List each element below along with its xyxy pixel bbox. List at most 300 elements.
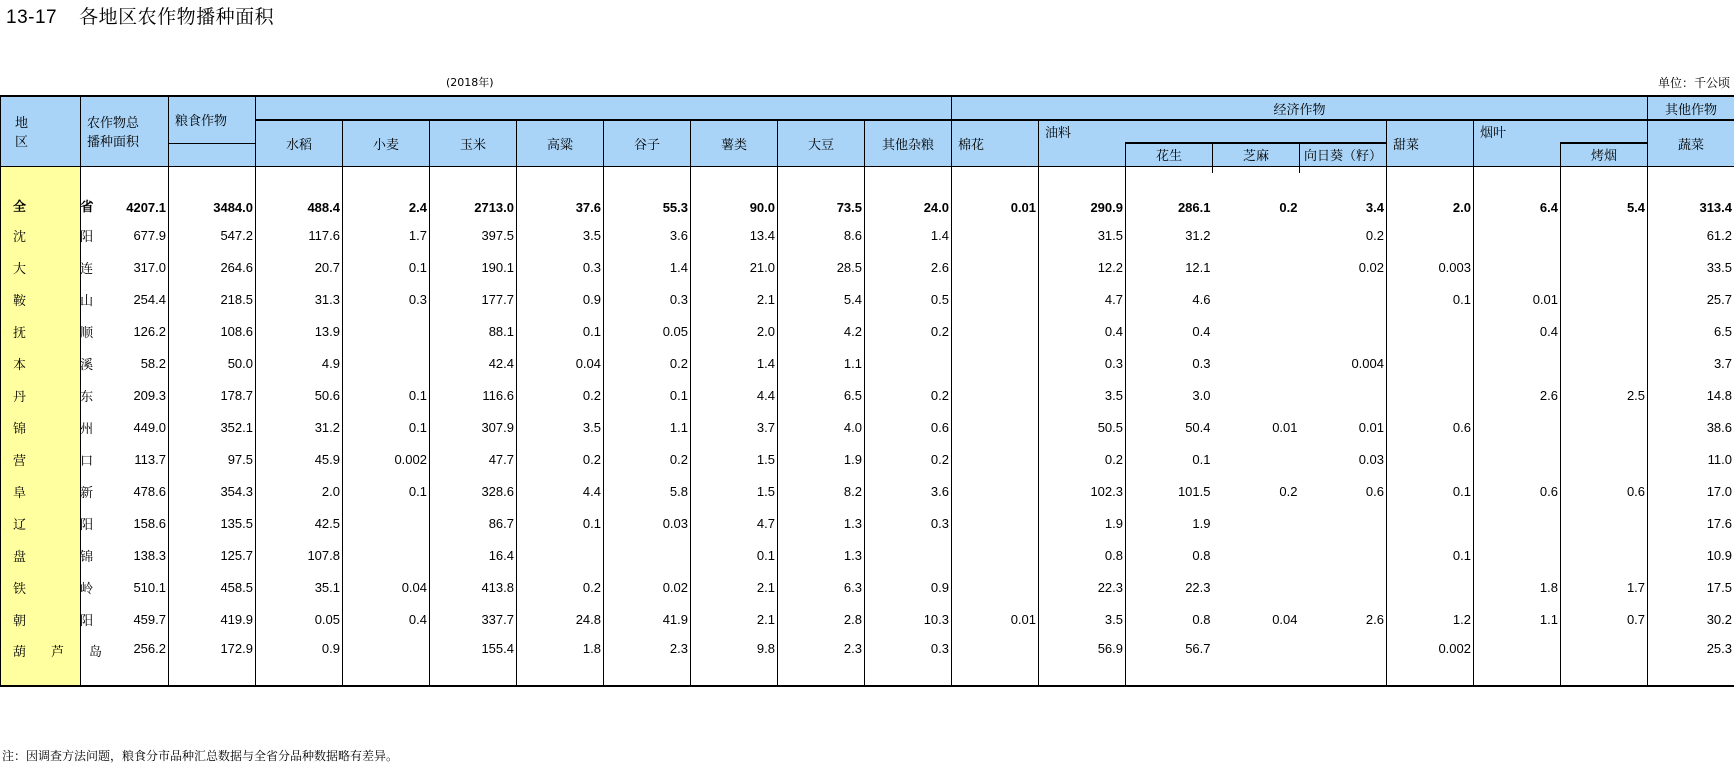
peanut-cell: 50.4 — [1185, 420, 1211, 435]
corn-cell: 88.1 — [430, 316, 517, 348]
sorghum-cell: 3.5 — [517, 412, 604, 444]
wheat-cell: 0.002 — [343, 444, 430, 476]
sugarbeet-cell: 0.1 — [1387, 540, 1474, 572]
vegetables-cell: 38.6 — [1648, 412, 1734, 444]
other-grain-cell — [865, 348, 952, 380]
rice-cell: 42.5 — [256, 508, 343, 540]
sunflower-cell: 3.4 — [1365, 199, 1384, 215]
peanut-cell: 0.3 — [1192, 356, 1211, 371]
header-sugarbeet: 甜菜 — [1387, 120, 1474, 166]
header-other-crops: 其他作物 — [1648, 96, 1734, 120]
header-tobacco-blank — [1474, 143, 1561, 166]
cotton-cell — [952, 444, 1039, 476]
rice-cell: 31.2 — [256, 412, 343, 444]
sorghum-cell: 0.2 — [517, 380, 604, 412]
region-cell: 鞍 山 — [1, 284, 81, 316]
crop-area-table — [0, 95, 1734, 687]
sunflower-cell: 0.03 — [1358, 452, 1384, 467]
vegetables-cell: 30.2 — [1648, 604, 1734, 636]
tubers-cell: 2.0 — [691, 316, 778, 348]
total-cell: 126.2 — [81, 316, 169, 348]
sugarbeet-cell — [1387, 508, 1474, 540]
vegetables-cell: 3.7 — [1648, 348, 1734, 380]
header-sesame: 芝麻 — [1213, 143, 1300, 166]
tobacco-cell: 0.4 — [1474, 316, 1561, 348]
total-cell: 677.9 — [81, 220, 169, 252]
sunflower-cell — [1300, 508, 1387, 540]
oil-cell: 50.5 — [1039, 412, 1126, 444]
sesame-cell — [1213, 572, 1300, 604]
oil-cell: 0.3 — [1039, 348, 1126, 380]
sesame-cell — [1213, 444, 1300, 476]
total-cell: 478.6 — [81, 476, 169, 508]
wheat-cell: 0.1 — [343, 412, 430, 444]
region-cell: 营 口 — [1, 444, 81, 476]
corn-cell: 413.8 — [430, 572, 517, 604]
sunflower-cell: 0.2 — [1365, 228, 1384, 243]
total-cell: 459.7 — [81, 604, 169, 636]
oil-cell: 0.8 — [1039, 540, 1126, 572]
oil-cell: 0.4 — [1039, 316, 1126, 348]
millet-cell — [604, 540, 691, 572]
region-cell: 锦 州 — [1, 412, 81, 444]
flue-tobacco-cell — [1561, 348, 1648, 380]
corn-cell: 397.5 — [430, 220, 517, 252]
sugarbeet-cell — [1387, 316, 1474, 348]
table-body — [1, 166, 1734, 686]
header-flue-tobacco: 烤烟 — [1561, 143, 1648, 166]
total-cell: 158.6 — [81, 508, 169, 540]
table-row — [1, 252, 1734, 284]
millet-cell: 55.3 — [604, 173, 691, 220]
sesame-cell — [1213, 348, 1300, 380]
sunflower-cell — [1300, 316, 1387, 348]
other-grain-cell: 1.4 — [865, 220, 952, 252]
grain-cell: 135.5 — [169, 508, 256, 540]
vegetables-cell: 17.6 — [1648, 508, 1734, 540]
region-cell: 丹 东 — [1, 380, 81, 412]
tubers-cell: 13.4 — [691, 220, 778, 252]
vegetables-cell: 6.5 — [1648, 316, 1734, 348]
oil-cell: 0.2 — [1039, 444, 1126, 476]
sugarbeet-cell — [1387, 348, 1474, 380]
total-cell: 209.3 — [81, 380, 169, 412]
vegetables-cell: 25.7 — [1648, 284, 1734, 316]
corn-cell: 190.1 — [430, 252, 517, 284]
sorghum-cell: 0.3 — [517, 252, 604, 284]
other-grain-cell: 0.2 — [865, 444, 952, 476]
table-row — [1, 636, 1734, 686]
flue-tobacco-cell — [1561, 284, 1648, 316]
grain-cell: 125.7 — [169, 540, 256, 572]
soybean-cell: 2.8 — [778, 604, 865, 636]
grain-cell: 419.9 — [169, 604, 256, 636]
millet-cell: 0.2 — [604, 444, 691, 476]
tobacco-cell: 1.8 — [1474, 572, 1561, 604]
peanut-cell: 12.1 — [1185, 260, 1211, 275]
sesame-cell — [1213, 220, 1300, 252]
other-grain-cell: 0.9 — [865, 572, 952, 604]
tobacco-cell — [1474, 348, 1561, 380]
header-corn: 玉米 — [430, 120, 517, 166]
sugarbeet-cell — [1387, 572, 1474, 604]
wheat-cell: 0.4 — [343, 604, 430, 636]
vegetables-cell: 11.0 — [1648, 444, 1734, 476]
sunflower-cell: 2.6 — [1365, 612, 1384, 627]
peanut-cell: 31.2 — [1185, 228, 1211, 243]
header-total-line2: 播种面积 — [87, 135, 140, 151]
sugarbeet-cell: 0.1 — [1387, 476, 1474, 508]
sunflower-cell: 0.004 — [1351, 356, 1384, 371]
sesame-cell — [1213, 316, 1300, 348]
peanut-cell: 3.0 — [1192, 388, 1211, 403]
tubers-cell: 2.1 — [691, 604, 778, 636]
sorghum-cell: 0.9 — [517, 284, 604, 316]
flue-tobacco-cell — [1561, 412, 1648, 444]
table-row — [1, 540, 1734, 572]
soybean-cell: 8.2 — [778, 476, 865, 508]
cotton-cell — [952, 476, 1039, 508]
soybean-cell: 1.3 — [778, 508, 865, 540]
wheat-cell — [343, 348, 430, 380]
flue-tobacco-cell: 2.5 — [1626, 388, 1646, 403]
millet-cell: 0.05 — [604, 316, 691, 348]
cotton-cell — [952, 412, 1039, 444]
header-rice: 水稻 — [256, 120, 343, 166]
tobacco-cell — [1474, 508, 1561, 540]
grain-cell: 97.5 — [169, 444, 256, 476]
corn-cell: 307.9 — [430, 412, 517, 444]
millet-cell: 2.3 — [604, 636, 691, 686]
table-row — [1, 412, 1734, 444]
rice-cell: 31.3 — [256, 284, 343, 316]
grain-cell: 3484.0 — [169, 173, 256, 220]
sesame-cell — [1213, 636, 1300, 686]
sorghum-cell: 0.1 — [517, 316, 604, 348]
sorghum-cell: 0.1 — [517, 508, 604, 540]
tubers-cell: 2.1 — [691, 284, 778, 316]
region-cell: 抚 顺 — [1, 316, 81, 348]
vegetables-cell: 14.8 — [1648, 380, 1734, 412]
vegetables-cell: 10.9 — [1648, 540, 1734, 572]
region-cell: 全 省 — [1, 173, 81, 220]
sesame-cell — [1213, 252, 1300, 284]
header-vegetables: 蔬菜 — [1648, 120, 1734, 166]
region-cell: 本 溪 — [1, 348, 81, 380]
flue-tobacco-cell — [1561, 540, 1648, 572]
soybean-cell: 1.9 — [778, 444, 865, 476]
cotton-cell — [952, 636, 1039, 686]
header-oil-blank — [1039, 143, 1126, 166]
sorghum-cell: 3.5 — [517, 220, 604, 252]
total-cell: 4207.1 — [81, 173, 169, 220]
soybean-cell: 8.6 — [778, 220, 865, 252]
soybean-cell: 6.5 — [778, 380, 865, 412]
sorghum-cell: 0.04 — [517, 348, 604, 380]
sesame-cell — [1213, 380, 1300, 412]
flue-tobacco-cell — [1561, 636, 1648, 686]
header-tobacco: 烟叶 — [1474, 120, 1648, 143]
corn-cell: 328.6 — [430, 476, 517, 508]
millet-cell: 1.4 — [604, 252, 691, 284]
wheat-cell: 0.1 — [343, 252, 430, 284]
soybean-cell: 5.4 — [778, 284, 865, 316]
tobacco-cell: 0.01 — [1474, 284, 1561, 316]
peanut-cell: 1.9 — [1192, 516, 1211, 531]
footnote: 注：因调查方法问题，粮食分市品种汇总数据与全省分品种数据略有差异。 — [2, 749, 399, 763]
rice-cell: 0.05 — [256, 604, 343, 636]
total-cell: 58.2 — [81, 348, 169, 380]
unit-label: 单位：千公顷 — [1657, 76, 1730, 90]
sesame-cell: 0.01 — [1272, 420, 1298, 435]
header-soybean: 大豆 — [778, 120, 865, 166]
tobacco-cell — [1474, 412, 1561, 444]
sugarbeet-cell: 2.0 — [1387, 173, 1474, 220]
other-grain-cell — [865, 540, 952, 572]
header-millet: 谷子 — [604, 120, 691, 166]
sorghum-cell — [517, 540, 604, 572]
wheat-cell: 2.4 — [343, 173, 430, 220]
table-row — [1, 572, 1734, 604]
oil-cell: 31.5 — [1039, 220, 1126, 252]
tobacco-cell: 1.1 — [1474, 604, 1561, 636]
region-cell: 沈 阳 — [1, 220, 81, 252]
flue-tobacco-cell — [1561, 508, 1648, 540]
rice-cell: 35.1 — [256, 572, 343, 604]
corn-cell: 16.4 — [430, 540, 517, 572]
vegetables-cell: 17.5 — [1648, 572, 1734, 604]
tubers-cell: 4.4 — [691, 380, 778, 412]
millet-cell: 0.1 — [604, 380, 691, 412]
cotton-cell — [952, 380, 1039, 412]
sunflower-cell — [1300, 540, 1387, 572]
sugarbeet-cell — [1387, 220, 1474, 252]
table-row — [1, 220, 1734, 252]
total-cell: 138.3 — [81, 540, 169, 572]
table-title — [6, 2, 274, 29]
flue-tobacco-cell — [1561, 220, 1648, 252]
sesame-cell: 0.2 — [1279, 484, 1298, 499]
table-row — [1, 380, 1734, 412]
rice-cell: 13.9 — [256, 316, 343, 348]
flue-tobacco-cell: 1.7 — [1626, 580, 1646, 595]
tubers-cell: 90.0 — [691, 173, 778, 220]
table-number: 13-17 — [6, 7, 58, 28]
cotton-cell — [952, 508, 1039, 540]
millet-cell: 0.02 — [604, 572, 691, 604]
sugarbeet-cell: 0.002 — [1387, 636, 1474, 686]
grain-cell: 218.5 — [169, 284, 256, 316]
header-region: 地 区 — [1, 96, 81, 166]
soybean-cell: 1.1 — [778, 348, 865, 380]
corn-cell: 337.7 — [430, 604, 517, 636]
millet-cell: 41.9 — [604, 604, 691, 636]
peanut-cell: 4.6 — [1192, 292, 1211, 307]
sorghum-cell: 24.8 — [517, 604, 604, 636]
tubers-cell: 3.7 — [691, 412, 778, 444]
vegetables-cell: 17.0 — [1648, 476, 1734, 508]
grain-cell: 172.9 — [169, 636, 256, 686]
vegetables-cell: 33.5 — [1648, 252, 1734, 284]
tobacco-cell: 2.6 — [1474, 380, 1561, 412]
peanut-cell: 0.1 — [1192, 452, 1211, 467]
peanut-cell: 286.1 — [1177, 199, 1211, 215]
vegetables-cell: 25.3 — [1648, 636, 1734, 686]
grain-cell: 50.0 — [169, 348, 256, 380]
sugarbeet-cell: 0.003 — [1387, 252, 1474, 284]
sugarbeet-cell — [1387, 380, 1474, 412]
other-grain-cell: 0.3 — [865, 508, 952, 540]
other-grain-cell: 24.0 — [865, 173, 952, 220]
wheat-cell — [343, 316, 430, 348]
rice-cell: 50.6 — [256, 380, 343, 412]
header-total — [81, 96, 169, 166]
oil-cell: 12.2 — [1039, 252, 1126, 284]
wheat-cell: 0.1 — [343, 380, 430, 412]
millet-cell: 0.03 — [604, 508, 691, 540]
header-economic: 经济作物 — [952, 96, 1648, 120]
tobacco-cell — [1474, 444, 1561, 476]
tubers-cell: 9.8 — [691, 636, 778, 686]
oil-cell: 102.3 — [1039, 476, 1126, 508]
rice-cell: 4.9 — [256, 348, 343, 380]
grain-cell: 547.2 — [169, 220, 256, 252]
other-grain-cell: 0.6 — [865, 412, 952, 444]
soybean-cell: 4.0 — [778, 412, 865, 444]
other-grain-cell: 0.5 — [865, 284, 952, 316]
sorghum-cell: 0.2 — [517, 444, 604, 476]
tobacco-cell — [1474, 540, 1561, 572]
total-cell: 113.7 — [81, 444, 169, 476]
wheat-cell: 0.3 — [343, 284, 430, 316]
oil-cell: 4.7 — [1039, 284, 1126, 316]
sorghum-cell: 37.6 — [517, 173, 604, 220]
region-cell: 朝 阳 — [1, 604, 81, 636]
oil-cell: 3.5 — [1039, 380, 1126, 412]
grain-cell: 108.6 — [169, 316, 256, 348]
region-cell: 阜 新 — [1, 476, 81, 508]
tubers-cell: 1.4 — [691, 348, 778, 380]
corn-cell: 116.6 — [430, 380, 517, 412]
tobacco-cell: 0.6 — [1474, 476, 1561, 508]
total-cell: 317.0 — [81, 252, 169, 284]
corn-cell: 86.7 — [430, 508, 517, 540]
table-row — [1, 444, 1734, 476]
soybean-cell: 6.3 — [778, 572, 865, 604]
soybean-cell: 2.3 — [778, 636, 865, 686]
region-cell: 铁 岭 — [1, 572, 81, 604]
header-sorghum: 高粱 — [517, 120, 604, 166]
grain-cell: 354.3 — [169, 476, 256, 508]
other-grain-cell: 0.2 — [865, 380, 952, 412]
cotton-cell: 0.01 — [952, 604, 1039, 636]
tobacco-cell — [1474, 636, 1561, 686]
header-grain: 粮食作物 — [169, 96, 256, 143]
rice-cell: 107.8 — [256, 540, 343, 572]
peanut-cell: 56.7 — [1126, 636, 1213, 686]
sesame-cell: 0.04 — [1272, 612, 1298, 627]
sugarbeet-cell: 0.1 — [1387, 284, 1474, 316]
corn-cell: 177.7 — [430, 284, 517, 316]
oil-cell: 290.9 — [1039, 173, 1126, 220]
total-cell: 256.2 — [81, 636, 169, 686]
table-row — [1, 348, 1734, 380]
header-peanut: 花生 — [1126, 143, 1213, 166]
header-grain-bottom — [169, 143, 256, 166]
other-grain-cell: 2.6 — [865, 252, 952, 284]
table-row — [1, 508, 1734, 540]
flue-tobacco-cell — [1561, 252, 1648, 284]
cotton-cell — [952, 316, 1039, 348]
oil-cell: 56.9 — [1039, 636, 1126, 686]
table-title-text: 各地区农作物播种面积 — [79, 6, 275, 28]
region-cell: 盘 锦 — [1, 540, 81, 572]
sunflower-cell: 0.02 — [1358, 260, 1384, 275]
tubers-cell: 0.1 — [691, 540, 778, 572]
tubers-cell: 4.7 — [691, 508, 778, 540]
sesame-cell — [1213, 508, 1300, 540]
grain-cell: 352.1 — [169, 412, 256, 444]
tubers-cell: 1.5 — [691, 476, 778, 508]
tubers-cell: 21.0 — [691, 252, 778, 284]
peanut-cell: 0.8 — [1192, 548, 1211, 563]
sunflower-cell — [1300, 636, 1387, 686]
sesame-cell: 0.2 — [1279, 199, 1298, 215]
header-other-grain: 其他杂粮 — [865, 120, 952, 166]
sorghum-cell: 4.4 — [517, 476, 604, 508]
table-row — [1, 604, 1734, 636]
oil-cell: 1.9 — [1039, 508, 1126, 540]
flue-tobacco-cell: 5.4 — [1626, 199, 1646, 215]
peanut-cell: 22.3 — [1185, 580, 1211, 595]
sugarbeet-cell: 0.6 — [1387, 412, 1474, 444]
peanut-cell: 0.8 — [1192, 612, 1211, 627]
vegetables-cell: 61.2 — [1648, 220, 1734, 252]
tubers-cell: 2.1 — [691, 572, 778, 604]
cotton-cell — [952, 252, 1039, 284]
peanut-cell: 101.5 — [1177, 484, 1211, 499]
wheat-cell: 0.1 — [343, 476, 430, 508]
other-grain-cell: 10.3 — [865, 604, 952, 636]
vegetables-cell: 313.4 — [1648, 173, 1734, 220]
rice-cell: 117.6 — [256, 220, 343, 252]
cotton-cell — [952, 348, 1039, 380]
rice-cell: 2.0 — [256, 476, 343, 508]
corn-cell: 155.4 — [430, 636, 517, 686]
tobacco-cell — [1474, 252, 1561, 284]
header-sunflower: 向日葵（籽） — [1300, 143, 1387, 166]
soybean-cell: 1.3 — [778, 540, 865, 572]
year-label: (2018年) — [446, 76, 494, 89]
corn-cell: 47.7 — [430, 444, 517, 476]
soybean-cell: 73.5 — [778, 173, 865, 220]
millet-cell: 1.1 — [604, 412, 691, 444]
wheat-cell — [343, 540, 430, 572]
wheat-cell: 0.04 — [343, 572, 430, 604]
sorghum-cell: 1.8 — [517, 636, 604, 686]
sunflower-cell — [1300, 572, 1387, 604]
tobacco-cell: 6.4 — [1474, 173, 1561, 220]
grain-cell: 458.5 — [169, 572, 256, 604]
sugarbeet-cell — [1387, 444, 1474, 476]
rice-cell: 488.4 — [256, 173, 343, 220]
grain-cell: 178.7 — [169, 380, 256, 412]
wheat-cell: 1.7 — [343, 220, 430, 252]
grain-cell: 264.6 — [169, 252, 256, 284]
cotton-cell: 0.01 — [952, 173, 1039, 220]
header-grain-blank — [256, 96, 952, 120]
tobacco-cell — [1474, 220, 1561, 252]
